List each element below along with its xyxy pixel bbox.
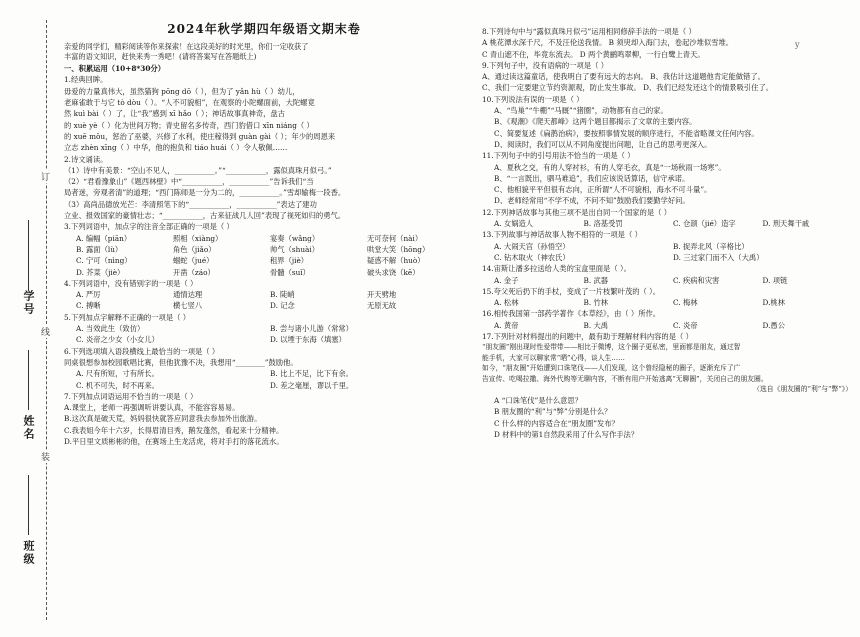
q14-option-row xyxy=(482,275,852,286)
q4-stem: 4.下列词语中，没有错别字的一项是（ ） xyxy=(64,278,198,288)
binding-mark-zhuang: 装 xyxy=(41,450,50,463)
student-id-line xyxy=(28,220,29,290)
student-id-label: 学号 xyxy=(22,290,35,316)
q7-option: A.课堂上，老师一再强调听讲要认真，不能容容易易。 xyxy=(64,403,240,413)
class-label: 班级 xyxy=(22,540,35,566)
option: A. 女娲造人 xyxy=(494,219,534,229)
class-line xyxy=(28,475,29,535)
q2-text: （1）诗中有美景：“空山不见人，___________。”“___________，露似真珠月似弓。” xyxy=(64,165,332,175)
q2-text: 局者迷，旁观者清”的道理；“西门陈师是一分为二的，___________。”雪却输梅一段香。 xyxy=(64,188,346,198)
q17-passage: 能手机，大家可以聊家常“晒”心得，谈人生…… xyxy=(482,353,625,362)
option: B. 露面（lù） xyxy=(76,244,123,254)
q3-option-row xyxy=(64,255,464,266)
q17-option: C 什么样的内容适合在“朋友圈”发布？ xyxy=(494,418,619,428)
q4-option-row xyxy=(64,289,464,300)
option: A. 大闹天宫（孙悟空） xyxy=(494,241,570,251)
intro-line-2: 丰富的语文知识，赶快来秀一秀吧！(请将答案写在答题纸上) xyxy=(64,52,257,62)
option: 破头求饶（kē） xyxy=(367,267,420,277)
q17-option: B 朋友圈的“利”与“弊”分别是什么？ xyxy=(494,407,612,417)
q7-stem: 7.下列加点词语运用不恰当的一项是（ ） xyxy=(64,391,198,401)
option: D. 三过家门而不入（大禹） xyxy=(673,252,764,262)
q8-stem: 8.下列诗句中与“露似真珠月似弓”运用相同修辞手法的一项是（ ） xyxy=(482,27,696,36)
q5-option-row xyxy=(64,323,464,334)
option: D.桃林 xyxy=(762,298,786,308)
q10-stem: 10.下列说法有误的一项是（ ） xyxy=(482,94,584,104)
q11-option: B、“一言既出，驷马难追”，我们应该说话算话，信守承诺。 xyxy=(494,173,690,183)
q2-text: 立业、报效国家的豪情壮志；“___________，古来征战几人回”表现了视死如归的勇气。 xyxy=(64,211,346,221)
binding-dashed-line xyxy=(46,20,47,620)
option: B. 比上不足，比下有余。 xyxy=(270,369,353,379)
option: C. 机不可失，时不再来。 xyxy=(76,380,159,390)
q13-option-row xyxy=(482,252,852,263)
q10-option: C、简要复述《扁鹊治病》，要按照事情发展的顺序进行，不能省略课文任何内容。 xyxy=(494,128,759,138)
q12-stem: 12.下列神话故事与其他三项不是出自同一个国家的是（ ） xyxy=(482,207,672,217)
q7-option: D.平日里文质彬彬的他，在赛场上生龙活虎，将对手打的落花流水。 xyxy=(64,436,284,446)
q2-text: （2）“君看豫象山”《题西林壁》中“___________，___________”告诉我们“当 xyxy=(64,177,314,187)
q9-option: C、我们一定要建立节约资源观，防止发生事故。 D、我们已经发还这个的情景吸引住了。 xyxy=(482,83,774,93)
q5-stem: 5.下列加点字解释不正确的一项是（ ） xyxy=(64,312,191,322)
q7-option: C.我表姐今年十六岁，长得眉清目秀，鹅发蓬然，看起来十分精神。 xyxy=(64,425,284,435)
option: C. 梅林 xyxy=(673,298,698,308)
student-name-line xyxy=(28,350,29,410)
q5-option-row xyxy=(64,334,464,345)
option: 照相（xiàng） xyxy=(173,233,223,243)
intro-line-1: 亲爱的同学们，精彩阅读等你来探索！在这段美好的时光里，你们一定收获了 xyxy=(64,41,309,51)
option: 无可奈何（nài） xyxy=(367,233,423,243)
option: A. 严厉 xyxy=(76,290,101,300)
q12-option-row xyxy=(482,218,852,229)
q15-stem: 15.夸父死后扔下的手杖，变成了一片枝繁叶茂的（ ）。 xyxy=(482,286,661,296)
option: 蝈蛇（jué） xyxy=(173,256,214,266)
q13-option-row xyxy=(482,241,852,252)
section-heading: 一、积累运用（10+8*30分） xyxy=(64,64,165,74)
option: 疑惑不解（huò） xyxy=(367,256,425,266)
q1-heading: 1.经典回眸。 xyxy=(64,75,108,85)
q6-stem: 6.下列选项填入语段横线上最恰当的一项是（ ） xyxy=(64,346,220,356)
option: C. 钻木取火（神农氏） xyxy=(494,252,570,262)
binding-mark-xian: 线 xyxy=(41,325,50,338)
q17-option: A “口诛笔伐”是什么意思？ xyxy=(494,395,583,405)
option: 开天劈地 xyxy=(367,290,397,300)
q2-text: （3）高尚品德放光芒：李清照笔下的“___________，___________”表达了建功 xyxy=(64,199,317,209)
option: A. 金子 xyxy=(494,275,519,285)
q8-option: C 青山遮不住，毕竟东流去。 D 两个黄鹂鸣翠柳，一行白鹭上青天。 xyxy=(482,49,705,59)
q1-text: 的 xuè yè（ ）化为世间万物；青史留名多传奇，西门豹借口 xīn niáng（ ） xyxy=(64,120,314,130)
q17-passage: 如今，“朋友圈”开始遭到口诛笔伐——人们发现，这个曾经隐秘的圈子，逐渐充斥了广 xyxy=(482,364,741,373)
q11-option: A、夏秋之交，有的人穿衬衫，有的人穿毛衣，真是“一场秋雨一场寒”。 xyxy=(494,162,726,172)
option: A. 尺有所短，寸有所长。 xyxy=(76,369,159,379)
option: B. 洛基受罚 xyxy=(583,219,623,229)
option: 租界（jiè） xyxy=(270,256,309,266)
option: 无原无故 xyxy=(367,301,397,311)
q17-passage: 告宣传、吃喝拉撒、海外代购等无聊内容，不断有用户开始逃离“无聊圈”，关闭自己的朋友圈。 xyxy=(482,374,768,383)
q1-text: 立志 zhèn xīng（ ）中华，他的抱负和 tiáo huái（ ）令人敬佩…… xyxy=(64,143,288,153)
option: D. 芥菜（jiè） xyxy=(76,267,125,277)
option: 角色（jiǎo） xyxy=(173,244,216,254)
option: D.愚公 xyxy=(762,320,786,330)
option: 帅气（shuài） xyxy=(270,244,320,254)
exam-title: 2024年秋学期四年级语文期末卷 xyxy=(167,22,361,36)
option: C. 宁可（nìng） xyxy=(76,256,132,266)
q1-text: 老麻雀敢于与它 tò dòu（ ）。“人不可貌相”，在观察的小陀螺面前，大陀螺竟 xyxy=(64,98,315,108)
option: C. 仓颉（jié）造字 xyxy=(673,219,736,229)
option: 哄堂大笑（hōng） xyxy=(367,244,430,254)
option: A. 当效此生（致仿） xyxy=(76,324,145,334)
q7-option: B.这次真是破天荒，妈妈很快就答应同意我去参加外出旅游。 xyxy=(64,414,262,424)
q13-stem: 13.下列故事与神话故事人物不相符的一项是（ ） xyxy=(482,230,642,240)
option: 宴奏（wǎng） xyxy=(270,233,320,243)
option: D. 记念 xyxy=(270,301,295,311)
binding-margin xyxy=(6,20,58,620)
q10-option: D、阅读时，我们可以从不同角度提出问题，让自己的思考更深入。 xyxy=(494,139,712,149)
q16-stem: 16.相传我国第一部药学著作《本草经》，由（ ）所作。 xyxy=(482,309,661,319)
q14-stem: 14.宙斯让潘多拉送给人类的宝盒里面是（ ）。 xyxy=(482,264,631,274)
option: B. 陡峭 xyxy=(270,290,295,300)
option: A. 编幅（piān） xyxy=(76,233,132,243)
pencil-mark: y xyxy=(795,40,800,49)
q3-option-row xyxy=(64,267,464,278)
option: D. 项链 xyxy=(762,275,788,285)
q17-source: （选自《朋友圈的“利”与“弊”》） xyxy=(753,385,852,394)
option: B. 竹林 xyxy=(583,298,609,308)
option: D. 以堙于东海（填塞） xyxy=(270,335,346,345)
option: C. 炎帝之少女（小女儿） xyxy=(76,335,159,345)
q3-stem: 3.下列词语中，加点字的注音全部正确的一项是（ ） xyxy=(64,222,234,232)
q1-text: 毋爱的力量真伟大，虽然猫狗 pōng dō（ ），但为了 yǎn hù（ ）幼儿， xyxy=(64,86,300,96)
q6-option-row xyxy=(64,368,464,379)
q11-option: D、老师经常用“不学不成，不问不知”鼓励我们要勤学好问。 xyxy=(494,196,690,206)
q3-option-row xyxy=(64,244,464,255)
option: B. 捉弄北风（辛格比） xyxy=(673,241,749,251)
q1-text: 的 xuē mǒu，惩治了巫婆，兴修了水利，使庄稼得到 guàn gài（ ）；年少的周恩来 xyxy=(64,131,336,141)
option: B. 尝与诸小儿游（常常） xyxy=(270,324,353,334)
q6-option-row xyxy=(64,380,464,391)
option: C. 炎帝 xyxy=(673,320,698,330)
binding-mark-ding: 订 xyxy=(41,170,50,183)
q9-option: A、通过读这篇童话，使我明白了要有远大的志向。 B、我估计这道题他肯定能做错了。 xyxy=(482,72,765,82)
q2-heading: 2.诗文诵读。 xyxy=(64,154,108,164)
q4-option-row xyxy=(64,300,464,311)
option: C. 疾病和灾害 xyxy=(673,275,720,285)
q17-stem: 17.下列针对材料提出的问题中，最有助于理解材料内容的是（ ） xyxy=(482,332,693,342)
option: D. 刑天舞干戚 xyxy=(762,219,810,229)
option: C. 搏晰 xyxy=(76,301,101,311)
q8-option: A 桃花潭水深千尺，不及汪伦送我情。 B 须臾却入海门去，卷起沙堆似雪堆。 xyxy=(482,38,734,48)
option: B. 武器 xyxy=(583,275,609,285)
q11-option: C、他相貌平平但很有志向，正所谓“人不可貌相，海水不可斗量”。 xyxy=(494,185,712,195)
q6-text: 同桌很想参加校园歌唱比赛，但他犹豫不决，我想用“________”鼓励他。 xyxy=(64,357,298,367)
option: A. 黄帝 xyxy=(494,320,519,330)
option: D. 差之毫厘，谬以千里。 xyxy=(270,380,354,390)
q9-stem: 9.下列句子中，没有语病的一项是（ ） xyxy=(482,60,609,70)
q11-stem: 11.下列句子中的引号用法不恰当的一项是（ ） xyxy=(482,151,635,161)
q16-option-row xyxy=(482,320,852,331)
option: B. 大禹 xyxy=(583,320,609,330)
option: A. 松林 xyxy=(494,298,519,308)
q3-option-row xyxy=(64,233,464,244)
option: 通情达理 xyxy=(173,290,203,300)
right-column xyxy=(482,26,852,440)
student-name-label: 姓名 xyxy=(22,415,35,441)
option: 开凿（záo） xyxy=(173,267,215,277)
q17-passage: “朋友圈”刚出现时性爱带带——相比于微博，这个圈子更私密，里面都是朋友，通过智 xyxy=(482,343,741,352)
q1-text: 然 kuì bài（ ）了，让“我”感到 xī hǎo（ ）；神话故事真神奇，盘古 xyxy=(64,109,285,119)
option: 横七竖八 xyxy=(173,301,203,311)
q10-option: A、“鸟巢”“牛棚”“马厩”“猪圈”，动物都有自己的家。 xyxy=(494,106,668,116)
q15-option-row xyxy=(482,297,852,308)
option: 骨髓（suǐ） xyxy=(270,267,310,277)
q10-option: B、《观潮》《爬天都峰》这两个题目都揭示了文章的主要内容。 xyxy=(494,117,697,127)
q17-option: D 材料中的第1自然段采用了什么写作手法？ xyxy=(494,429,639,439)
left-column xyxy=(64,0,464,447)
